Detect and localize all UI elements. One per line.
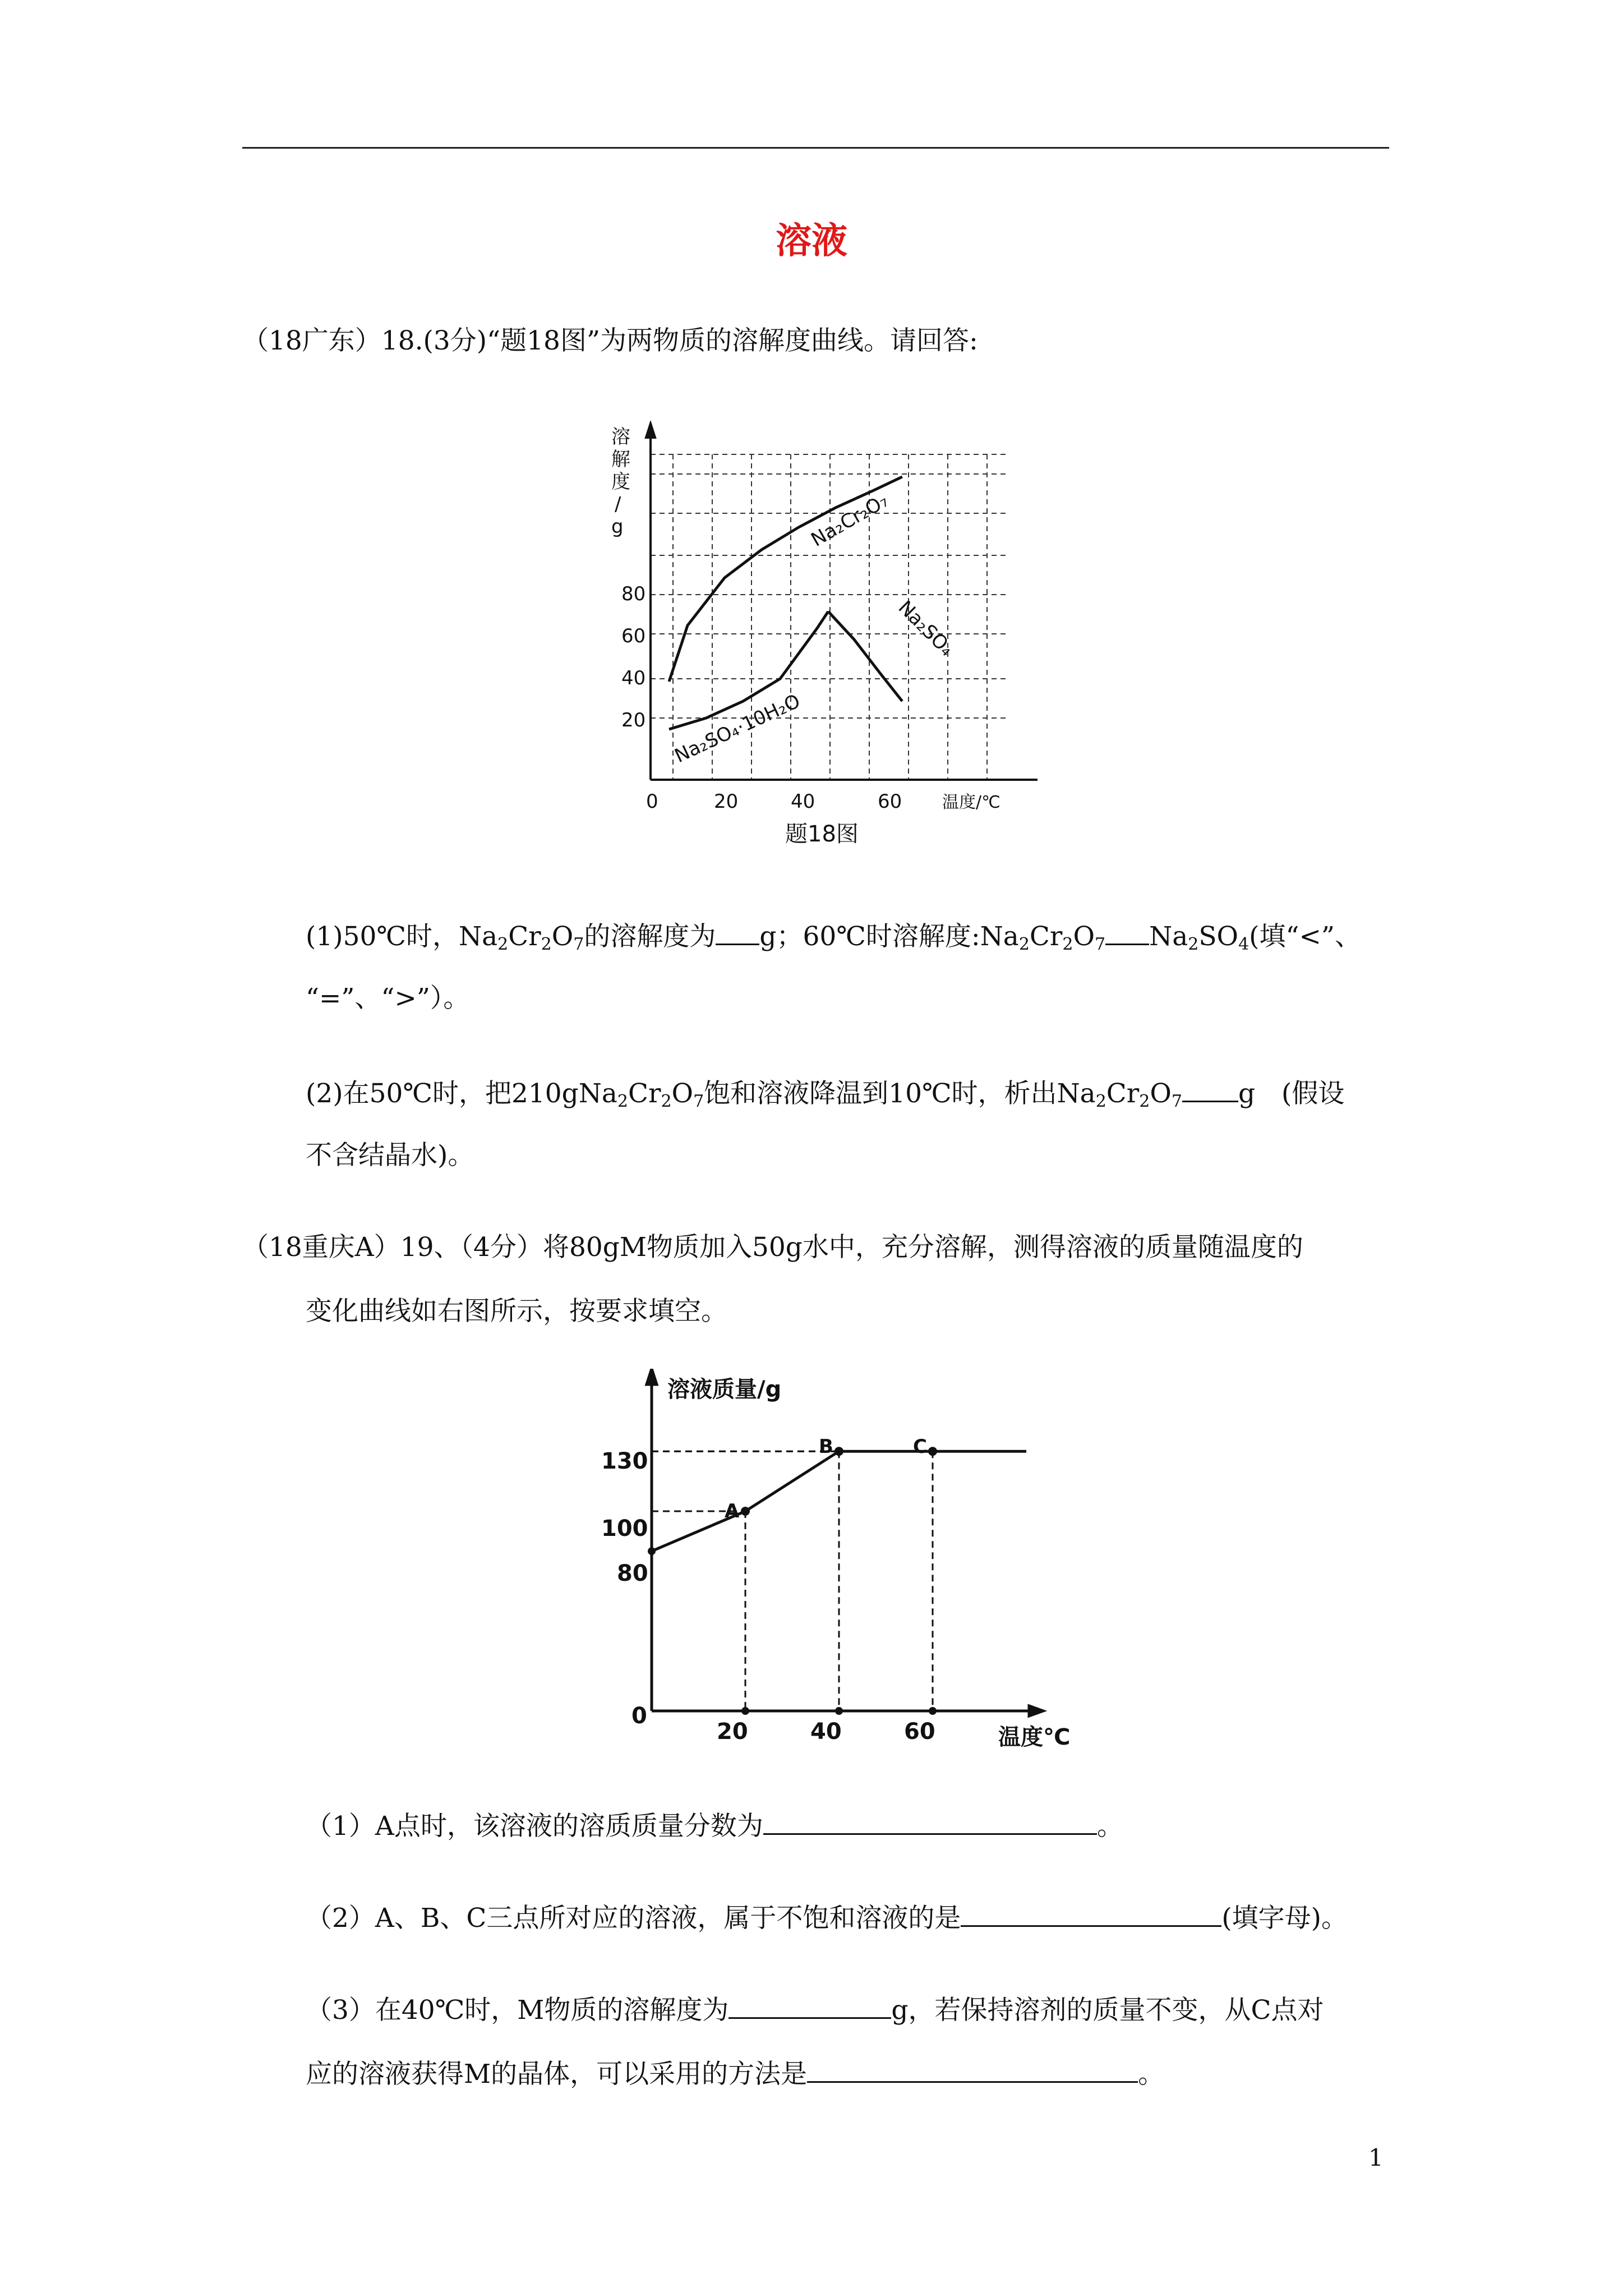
series-line-2	[828, 611, 902, 701]
answer-blank[interactable]	[763, 1807, 1097, 1835]
x-axis-title: 温度/℃	[942, 793, 1000, 812]
y-tick-label: 20	[621, 709, 646, 731]
page-number: 1	[1368, 2144, 1384, 2171]
y-title-char: 解	[611, 448, 630, 471]
y-title-char: 溶	[611, 426, 630, 448]
answer-blank[interactable]	[807, 2055, 1138, 2083]
q18-sub2-line2: 不含结晶水)。	[306, 1140, 474, 1171]
data-point-start	[648, 1547, 656, 1555]
figure-caption: 题18图	[785, 821, 859, 847]
answer-blank[interactable]	[728, 1991, 891, 2019]
data-point-b	[834, 1447, 843, 1456]
answer-blank[interactable]	[961, 1899, 1221, 1927]
data-point-a	[741, 1507, 750, 1516]
x-axis-point	[929, 1707, 937, 1715]
q19-sub3-line2: 应的溶液获得M的晶体，可以采用的方法是 。	[306, 2055, 1164, 2091]
axes	[647, 1369, 1043, 1716]
x-axis-title: 温度℃	[998, 1724, 1071, 1750]
x-tick-label: 60	[904, 1719, 935, 1745]
q18-sub1-line2: “=”、“>”）。	[306, 983, 470, 1014]
y-tick-label: 100	[601, 1516, 648, 1542]
x-axis-point	[741, 1707, 749, 1715]
solution-mass-figure	[594, 1369, 1099, 1761]
x-tick-label: 0	[646, 790, 658, 813]
y-title-char: /	[615, 493, 621, 516]
point-label-c: C	[913, 1435, 927, 1458]
answer-blank[interactable]	[716, 918, 759, 945]
q18-sub1-line1: (1)50℃时，$Na_2Cr_2O_7$的溶解度为 g；60℃时溶解度$:Na_2Cr_2O_7$ $Na_2SO_4$(填“<”、	[306, 918, 1361, 961]
answer-blank[interactable]	[1182, 1075, 1238, 1102]
x-tick-label: 40	[810, 1719, 842, 1745]
y-tick-label: 80	[617, 1561, 648, 1586]
curve-label-na2cr2o7: Na₂Cr₂O₇	[807, 489, 892, 551]
y-title-char: 度	[611, 471, 630, 493]
q19-sub2: （2）A、B、C三点所对应的溶液，属于不饱和溶液的是 (填字母)。	[306, 1899, 1348, 1935]
x-tick-label: 60	[878, 790, 902, 813]
x-tick-label: 40	[791, 790, 815, 813]
point-label-b: B	[819, 1435, 833, 1458]
y-tick-label: 60	[621, 625, 646, 647]
origin-label: 0	[631, 1703, 647, 1729]
answer-blank[interactable]	[1105, 918, 1149, 945]
q19-sub3-line1: （3）在40℃时，M物质的溶解度为 g，若保持溶剂的质量不变，从C点对	[306, 1991, 1324, 2027]
grid	[651, 454, 1009, 780]
x-tick-label: 20	[714, 790, 739, 813]
y-tick-label: 130	[601, 1448, 648, 1474]
header-rule	[242, 147, 1389, 149]
q18-sub2-line1: (2)在50℃时，把$210gNa_2Cr_2O_7$饱和溶液降温到10℃时，析出$Na_2Cr_2O_7$ g (假设	[306, 1075, 1344, 1119]
solubility-curve-figure	[594, 421, 1043, 864]
q18-stem: （18广东）18.(3分)“题18图”为两物质的溶解度曲线。请回答:	[242, 325, 978, 356]
x-tick-label: 20	[717, 1719, 748, 1745]
curve-label-na2so4: Na₂SO₄	[893, 596, 958, 661]
q19-sub1: （1）A点时，该溶液的溶质质量分数为 。	[306, 1807, 1123, 1843]
q19-stem-line2: 变化曲线如右图所示，按要求填空。	[306, 1296, 727, 1327]
data-point-c	[928, 1447, 937, 1456]
y-tick-label: 40	[621, 667, 646, 689]
q19-stem-line1: （18重庆A）19、（4分）将80gM物质加入50g水中，充分溶解，测得溶液的质量随温度的	[242, 1232, 1303, 1263]
y-title-char: g	[611, 516, 624, 538]
x-axis-point	[835, 1707, 843, 1715]
curve-label-na2so4-hydrate: Na₂SO₄·10H₂O	[671, 689, 804, 768]
y-tick-label: 80	[621, 583, 646, 605]
page-title: 溶液	[776, 220, 847, 262]
y-axis-title: 溶液质量/g	[667, 1377, 782, 1402]
point-label-a: A	[725, 1500, 740, 1522]
